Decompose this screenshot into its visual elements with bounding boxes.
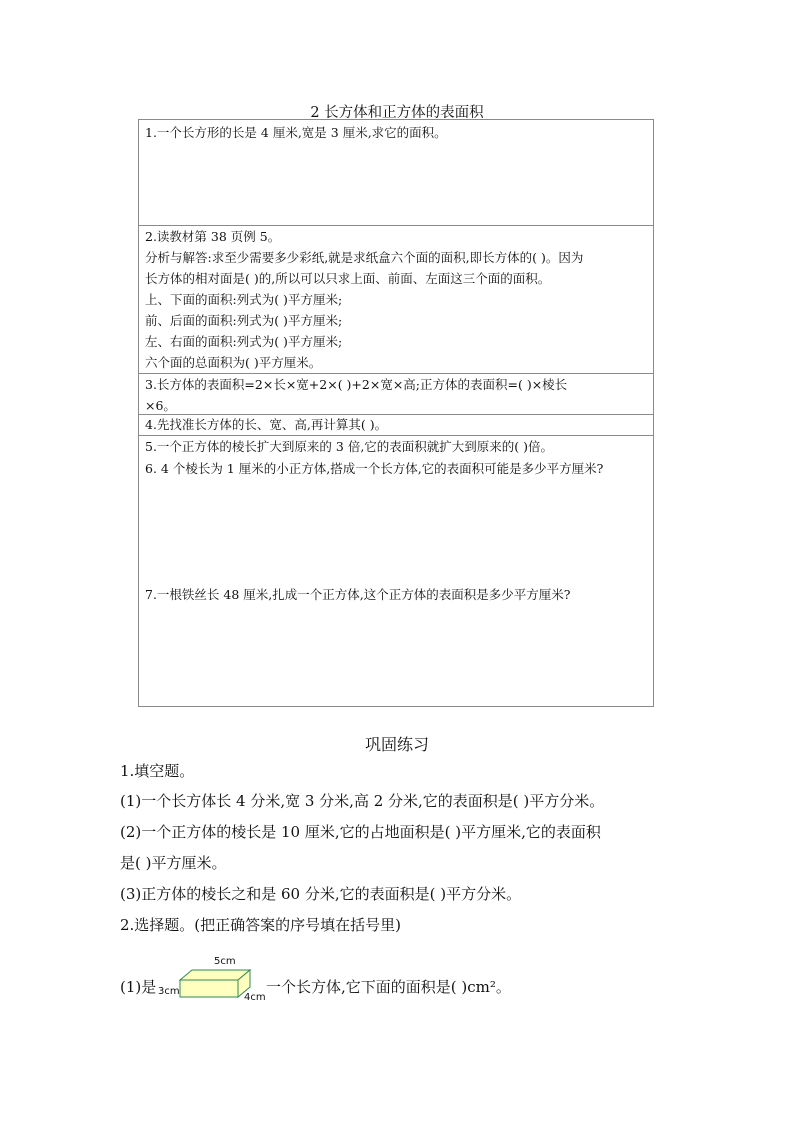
row-divider bbox=[139, 373, 653, 374]
cuboid-width-label: 4cm bbox=[244, 992, 266, 1003]
row-divider bbox=[139, 225, 653, 226]
question-1: 1.一个长方形的长是 4 厘米,宽是 3 厘米,求它的面积。 bbox=[145, 125, 447, 140]
cuboid-front-face bbox=[180, 980, 238, 997]
question-3-line: 3.长方体的表面积=2×长×宽+2×( )+2×宽×高;正方体的表面积=( )×棱长 bbox=[145, 377, 568, 392]
row-divider bbox=[139, 435, 653, 436]
cuboid-figure bbox=[158, 955, 268, 1005]
question-5: 5.一个正方体的棱长扩大到原来的 3 倍,它的表面积就扩大到原来的( )倍。 bbox=[145, 439, 554, 454]
lesson-table bbox=[138, 119, 654, 707]
question-2-line: 六个面的总面积为( )平方厘米。 bbox=[145, 355, 322, 370]
question-2-line: 上、下面的面积:列式为( )平方厘米; bbox=[145, 292, 343, 307]
page-title: 2 长方体和正方体的表面积 bbox=[310, 105, 484, 121]
choice-1-text: 一个长方体,它下面的面积是( )cm²。 bbox=[266, 978, 511, 996]
question-4: 4.先找准长方体的长、宽、高,再计算其( )。 bbox=[145, 417, 388, 432]
question-2-line: 分析与解答:求至少需要多少彩纸,就是求纸盒六个面的面积,即长方体的( )。因为 bbox=[145, 250, 584, 265]
practice-item-1: 1.填空题。 bbox=[120, 762, 195, 780]
question-2-line: 长方体的相对面是( )的,所以可以只求上面、前面、左面这三个面的面积。 bbox=[145, 271, 551, 286]
practice-item-2: 2.选择题。(把正确答案的序号填在括号里) bbox=[120, 916, 402, 934]
cuboid-length-label: 5cm bbox=[214, 956, 236, 967]
row-divider bbox=[139, 414, 653, 415]
choice-1-prefix: (1)是 bbox=[120, 978, 157, 996]
question-2-line: 左、右面的面积:列式为( )平方厘米; bbox=[145, 334, 343, 349]
practice-item-1-2: (2)一个正方体的棱长是 10 厘米,它的占地面积是( )平方厘米,它的表面积 bbox=[120, 823, 601, 841]
practice-item-1-1: (1)一个长方体长 4 分米,宽 3 分米,高 2 分米,它的表面积是( )平方分米。 bbox=[120, 792, 605, 810]
cuboid-height-label: 3cm bbox=[158, 986, 180, 997]
practice-item-1-3: (3)正方体的棱长之和是 60 分米,它的表面积是( )平方分米。 bbox=[120, 885, 522, 903]
question-3-line: ×6。 bbox=[145, 398, 176, 413]
question-6: 6. 4 个棱长为 1 厘米的小正方体,搭成一个长方体,它的表面积可能是多少平方厘米? bbox=[145, 461, 604, 476]
practice-item-1-2-cont: 是( )平方厘米。 bbox=[120, 854, 227, 872]
practice-heading: 巩固练习 bbox=[364, 735, 429, 754]
question-2-line: 2.读教材第 38 页例 5。 bbox=[145, 229, 281, 244]
question-2-line: 前、后面的面积:列式为( )平方厘米; bbox=[145, 313, 343, 328]
question-7: 7.一根铁丝长 48 厘米,扎成一个正方体,这个正方体的表面积是多少平方厘米? bbox=[145, 587, 571, 602]
